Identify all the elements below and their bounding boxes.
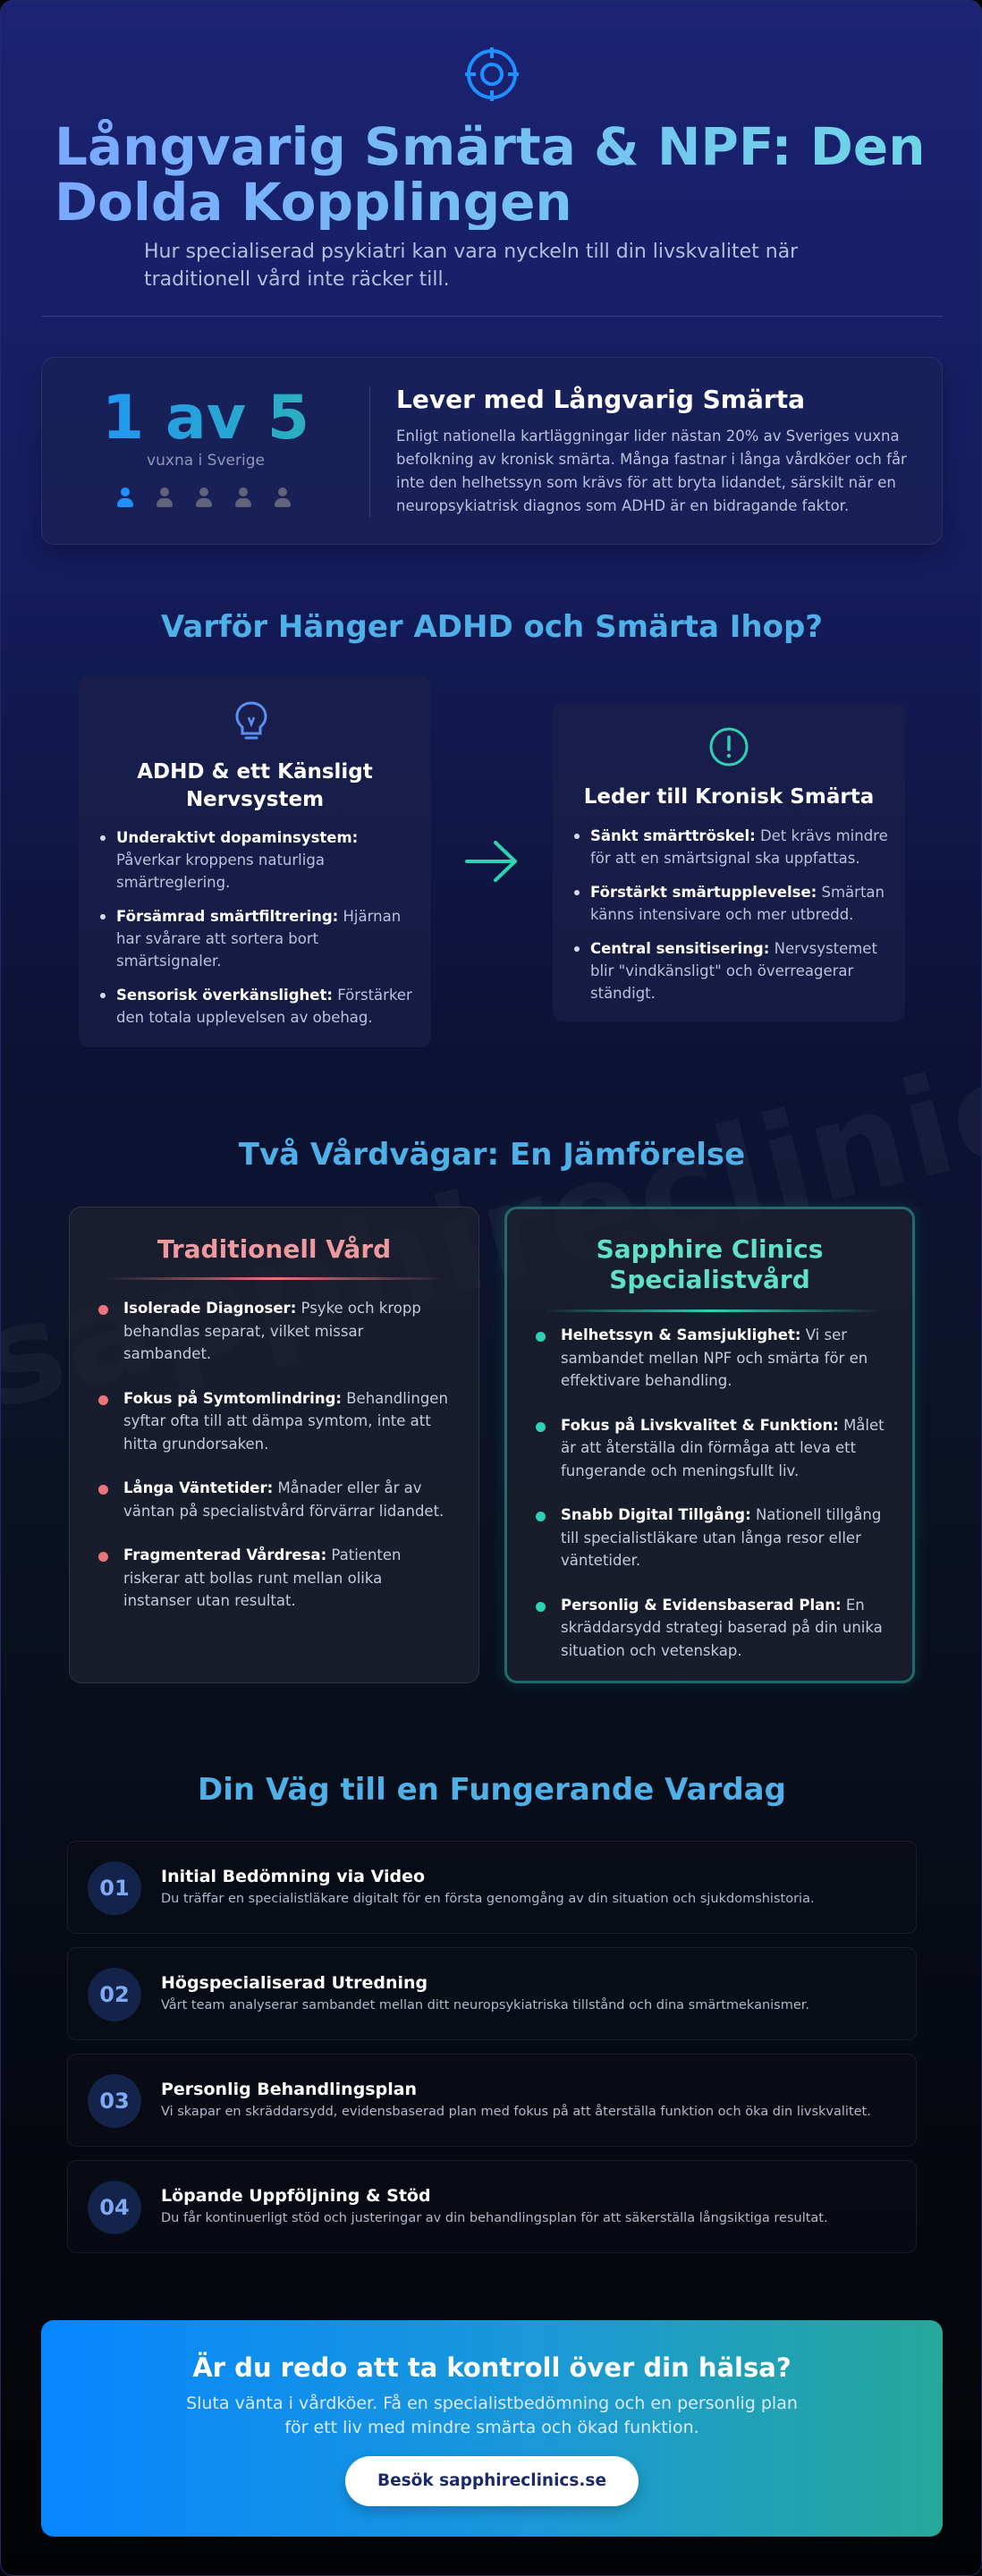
list-item-label: Långa Väntetider: [123, 1479, 274, 1496]
list-item [534, 1594, 892, 1663]
step-title: Personlig Behandlingsplan [161, 2080, 418, 2099]
list-item-label: Fragmenterad Vårdresa: [123, 1546, 327, 1563]
divider [41, 316, 943, 317]
list-item [98, 984, 416, 1029]
traditional-care-title: Traditionell Vård [157, 1234, 392, 1264]
statistic-description [396, 385, 915, 518]
person-icon [194, 487, 214, 511]
target-crosshair-icon [463, 46, 521, 103]
step-number: 01 [88, 1861, 141, 1915]
list-item-label: Underaktivt dopaminsystem: [116, 829, 359, 846]
list-item [534, 1324, 892, 1393]
cta-title: Är du redo att ta kontroll över din hälsa? [192, 2352, 792, 2383]
section-title-why: Varför Hänger ADHD och Smärta Ihop? [160, 609, 824, 645]
list-item-text: Psyke och kropp behandlas separat, vilket missar sambandet. [123, 1300, 421, 1362]
person-icon [115, 487, 135, 511]
list-item [98, 905, 416, 972]
chronic-pain-card [553, 703, 905, 1021]
statistic-text: Enligt nationella kartläggningar lider nästan 20% av Sveriges vuxna befolkning av kronisk smärta. Många fastnar i långa vårdköer och får inte den helhetssyn som krävs för att bryta lidandet, särskilt när en neuropsykiatrisk diagnos som ADHD är en bidragande faktor. [396, 428, 907, 514]
list-item [572, 937, 890, 1004]
step-card [67, 1947, 917, 2040]
list-item [572, 881, 890, 926]
statistic-caption: vuxna i Sverige [147, 452, 265, 470]
chronic-pain-card-title: Leder till Kronisk Smärta [583, 785, 875, 809]
adhd-card [79, 676, 431, 1047]
list-item-label: Isolerade Diagnoser: [123, 1300, 297, 1317]
list-item-label: Sensorisk överkänslighet: [116, 987, 333, 1004]
list-item [534, 1414, 892, 1483]
step-title: Initial Bedömning via Video [161, 1867, 426, 1886]
step-text: Du träffar en specialistläkare digitalt för en första genomgång av din situation och sjukdomshistoria. [161, 1892, 815, 1906]
list-item [534, 1504, 892, 1572]
list-item-label: Central sensitisering: [590, 940, 770, 957]
list-item-label: Förstärkt smärtupplevelse: [590, 884, 817, 901]
list-item-text: Nervsystemet blir "vindkänsligt" och överreagerar ständigt. [590, 940, 877, 1002]
divider [369, 386, 370, 517]
list-item-label: Personlig & Evidensbaserad Plan: [561, 1596, 842, 1614]
page-subtitle: Hur specialiserad psykiatri kan vara nyckeln till din livskvalitet när traditionell vård inte räcker till. [144, 241, 799, 291]
list-item-text: Hjärnan har svårare att sortera bort smärtsignaler. [116, 908, 402, 970]
list-item-text: Nationell tillgång till specialistläkare utan långa resor eller väntetider. [561, 1506, 882, 1569]
section-title-compare: Två Vårdvägar: En Jämförelse [238, 1137, 746, 1173]
sapphire-care-title: Sapphire Clinics Specialistvård [596, 1234, 824, 1294]
step-title: Högspecialiserad Utredning [161, 1973, 428, 1993]
step-text: Du får kontinuerligt stöd och justeringar av din behandlingsplan för att säkerställa långsiktiga resultat. [161, 2211, 828, 2225]
list-item-text: Påverkar kroppens naturliga smärtreglering. [116, 852, 325, 891]
list-item-label: Sänkt smärttröskel: [590, 827, 756, 844]
step-number: 04 [88, 2181, 141, 2234]
list-item-label: Försämrad smärtfiltrering: [116, 908, 339, 925]
person-icon [233, 487, 253, 511]
list-item-text: Patienten riskerar att bollas runt mellan olika instanser utan resultat. [123, 1546, 402, 1609]
list-item-label: Helhetssyn & Samsjuklighet: [561, 1326, 801, 1343]
person-icon [273, 487, 292, 511]
list-item [98, 826, 416, 894]
sapphire-care-list [534, 1324, 892, 1683]
list-item-text: Smärtan känns intensivare och mer utbredd. [590, 884, 885, 923]
statistic-heading: Lever med Långvarig Smärta [396, 385, 805, 414]
page-title: Långvarig Smärta & NPF: Den Dolda Kopplingen [55, 119, 929, 230]
visit-website-button[interactable]: Besök sapphireclinics.se [345, 2456, 639, 2506]
list-item-label: Fokus på Symtomlindring: [123, 1389, 342, 1407]
exclamation-circle-icon [708, 726, 749, 767]
list-item-text: Förstärker den totala upplevelsen av obehag. [116, 987, 412, 1026]
list-item-text: Månader eller år av väntan på specialistvård förvärrar lidandet. [123, 1479, 444, 1520]
list-item [97, 1544, 454, 1613]
chronic-pain-card-list [572, 825, 890, 1016]
list-item-text: Målet är att återställa din förmåga att leva ett fungerande och meningsfullt liv. [561, 1416, 885, 1479]
traditional-care-list [97, 1297, 454, 1634]
list-item [572, 825, 890, 869]
adhd-card-title: ADHD & ett Känsligt Nervsystem [137, 760, 373, 811]
step-number: 03 [88, 2074, 141, 2128]
list-item [97, 1387, 454, 1456]
list-item-label: Snabb Digital Tillgång: [561, 1506, 751, 1523]
divider [106, 1277, 444, 1280]
person-icon [155, 487, 174, 511]
step-text: Vårt team analyserar sambandet mellan ditt neuropsykiatriska tillstånd och dina smärtmekanismer. [161, 1998, 810, 2012]
lightbulb-icon [231, 699, 272, 741]
statistic-highlight [42, 358, 369, 546]
list-item [97, 1477, 454, 1522]
arrow-right-icon [463, 837, 521, 886]
sapphire-care-card [504, 1207, 915, 1683]
step-text: Vi skapar en skräddarsydd, evidensbaserad plan med fokus på att återställa funktion och öka din livskvalitet. [161, 2105, 871, 2119]
statistic-card [41, 357, 943, 545]
step-title: Löpande Uppföljning & Stöd [161, 2186, 431, 2206]
call-to-action-banner [41, 2320, 943, 2537]
step-card [67, 2160, 917, 2253]
list-item-text: Behandlingen syftar ofta till att dämpa symtom, inte att hitta grundorsaken. [123, 1389, 448, 1453]
cta-text: Sluta vänta i vårdköer. Få en specialistbedömning och en personlig plan för ett liv med mindre smärta och ökad funktion. [186, 2394, 798, 2437]
list-item-label: Fokus på Livskvalitet & Funktion: [561, 1416, 839, 1434]
divider [543, 1309, 882, 1312]
adhd-card-list [98, 826, 416, 1040]
list-item-text: Det krävs mindre för att en smärtsignal ska uppfattas. [590, 827, 888, 867]
list-item [97, 1297, 454, 1366]
section-title-steps: Din Väg till en Fungerande Vardag [198, 1772, 786, 1808]
statistic-number: 1 av 5 [42, 383, 369, 453]
step-card [67, 1841, 917, 1934]
step-number: 02 [88, 1968, 141, 2021]
step-card [67, 2054, 917, 2147]
list-item-text: En skräddarsydd strategi baserad på din unika situation och vetenskap. [561, 1596, 883, 1659]
traditional-care-card [69, 1207, 479, 1683]
list-item-text: Vi ser sambandet mellan NPF och smärta för en effektivare behandling. [561, 1326, 868, 1389]
people-icons [115, 487, 296, 514]
